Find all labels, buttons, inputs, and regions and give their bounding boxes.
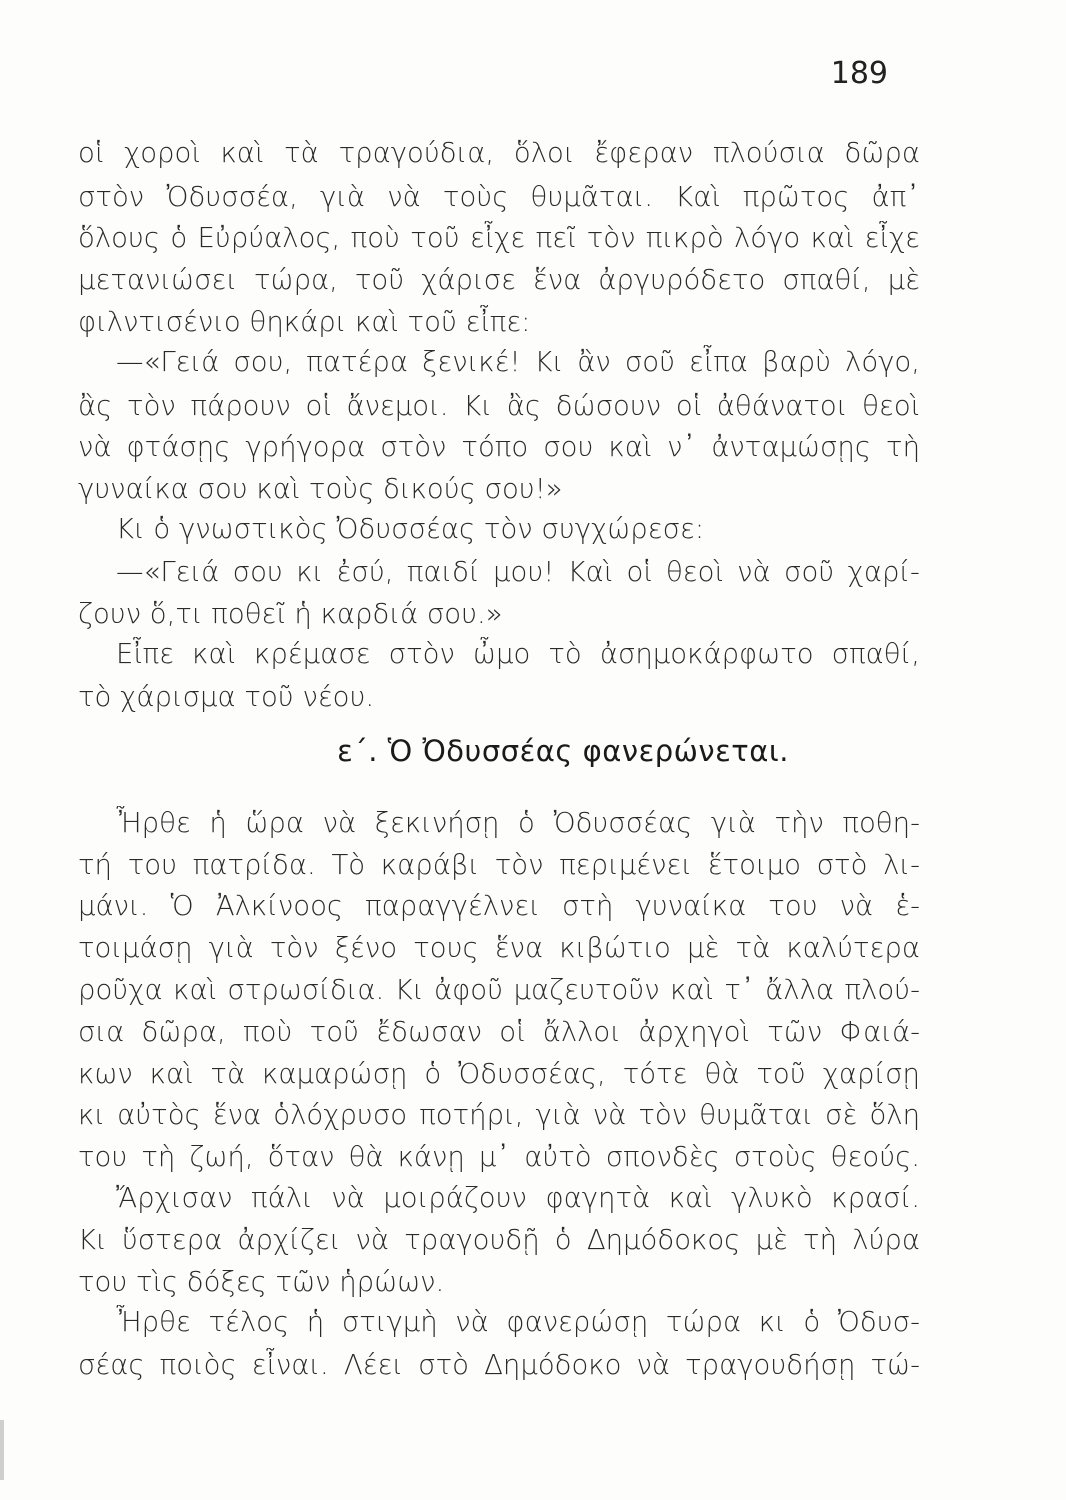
- text-line: γυναίκα σου καὶ τοὺς δικούς σου!»: [78, 473, 563, 505]
- text-line: κι αὐτὸς ἕνα ὁλόχρυσο ποτήρι, γιὰ νὰ τὸν θυμᾶται σὲ ὅλη: [78, 1099, 920, 1131]
- page-number: 189: [830, 56, 888, 91]
- text-line: τοιμάσῃ γιὰ τὸν ξένο τους ἕνα κιβώτιο μὲ τὰ καλύτερα: [78, 932, 920, 964]
- text-line: κων καὶ τὰ καμαρώσῃ ὁ Ὀδυσσέας, τότε θὰ τοῦ χαρίσῃ: [78, 1058, 920, 1090]
- text-line: νὰ φτάσῃς γρήγορα στὸν τόπο σου καὶ ν᾽ ἀνταμώσῃς τὴ: [78, 431, 920, 463]
- text-line: τή του πατρίδα. Τὸ καράβι τὸν περιμένει ἕτοιμο στὸ λι-: [78, 849, 920, 881]
- text-line: τὸ χάρισμα τοῦ νέου.: [78, 681, 375, 713]
- text-line: ὅλους ὁ Εὐρύαλος, ποὺ τοῦ εἶχε πεῖ τὸν πικρὸ λόγο καὶ εἶχε: [78, 222, 920, 254]
- text-line: φιλντισένιο θηκάρι καὶ τοῦ εἶπε:: [78, 306, 531, 338]
- text-line: στὸν Ὀδυσσέα, γιὰ νὰ τοὺς θυμᾶται. Καὶ πρῶτος ἀπ᾽: [78, 181, 920, 213]
- text-line: —«Γειά σου κι ἐσύ, παιδί μου! Καὶ οἱ θεοὶ νὰ σοῦ χαρί-: [116, 556, 920, 588]
- text-line: ροῦχα καὶ στρωσίδια. Κι ἀφοῦ μαζευτοῦν καὶ τ᾽ ἄλλα πλού-: [78, 974, 920, 1006]
- text-line: σέας ποιὸς εἶναι. Λέει στὸ Δημόδοκο νὰ τραγουδήσῃ τώ-: [78, 1349, 920, 1381]
- text-line: Ἦρθε ἡ ὥρα νὰ ξεκινήσῃ ὁ Ὀδυσσέας γιὰ τὴν ποθη-: [116, 807, 920, 839]
- text-line: οἱ χοροὶ καὶ τὰ τραγούδια, ὅλοι ἔφεραν πλούσια δῶρα: [78, 137, 920, 169]
- text-line: —«Γειά σου, πατέρα ξενικέ! Κι ἂν σοῦ εἶπα βαρὺ λόγο,: [116, 346, 920, 378]
- text-line: ζουν ὅ,τι ποθεῖ ἡ καρδιά σου.»: [78, 598, 503, 630]
- text-line: ἂς τὸν πάρουν οἱ ἄνεμοι. Κι ἂς δώσουν οἱ ἀθάνατοι θεοὶ: [78, 390, 920, 422]
- text-line: Ἦρθε τέλος ἡ στιγμὴ νὰ φανερώσῃ τώρα κι ὁ Ὀδυσ-: [116, 1306, 920, 1338]
- text-line: του τὴ ζωή, ὅταν θὰ κάνῃ μ᾽ αὐτὸ σπονδὲς στοὺς θεούς.: [78, 1141, 920, 1173]
- text-line: μετανιώσει τώρα, τοῦ χάρισε ἕνα ἀργυρόδετο σπαθί, μὲ: [78, 264, 920, 296]
- text-line: μάνι. Ὁ Ἀλκίνοος παραγγέλνει στὴ γυναίκα του νὰ ἑ-: [78, 890, 920, 922]
- text-line: σια δῶρα, ποὺ τοῦ ἔδωσαν οἱ ἄλλοι ἀρχηγοὶ τῶν Φαιά-: [78, 1016, 920, 1048]
- text-line: Εἶπε καὶ κρέμασε στὸν ὦμο τὸ ἀσημοκάρφωτο σπαθί,: [116, 638, 920, 670]
- text-line: Κι ὁ γνωστικὸς Ὀδυσσέας τὸν συγχώρεσε:: [116, 513, 705, 545]
- section-heading: ε΄. Ὁ Ὀδυσσέας φανερώνεται.: [337, 734, 789, 768]
- page-edge-shadow: [0, 1420, 4, 1480]
- text-line: Ἄρχισαν πάλι νὰ μοιράζουν φαγητὰ καὶ γλυκὸ κρασί.: [116, 1182, 920, 1214]
- text-line: του τὶς δόξες τῶν ἡρώων.: [78, 1266, 445, 1298]
- text-line: Κι ὕστερα ἀρχίζει νὰ τραγουδῇ ὁ Δημόδοκος μὲ τὴ λύρα: [78, 1224, 920, 1256]
